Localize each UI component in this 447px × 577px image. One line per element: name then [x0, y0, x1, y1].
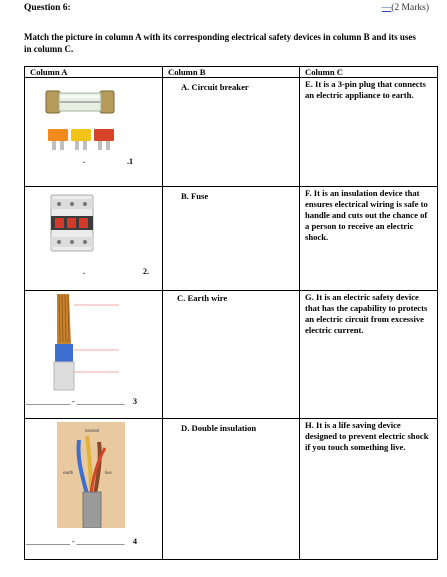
device-option-a: A. Circuit breaker [181, 82, 249, 92]
wire-label-live: live [105, 470, 112, 475]
cell-column-b [163, 78, 300, 187]
question-instruction: Match the picture in column A with its corresponding electrical safety devices in column B and its uses in column C. [24, 32, 416, 54]
header-column-a: Column A [25, 67, 163, 78]
use-option-f: F. It is an insulation device that ensures electrical wiring is safe to handle and cuts out the chance of a person to receive an electric shock. [305, 188, 428, 242]
circuit-breaker-image [49, 193, 95, 253]
use-option-h: H. It is a life saving device designed to prevent electric shock if you touch something live. [305, 420, 429, 452]
row-dot: . [83, 156, 85, 165]
answer-blank[interactable]: ___________ - ____________ [26, 397, 125, 406]
cell-column-a [25, 187, 163, 291]
cell-column-a [25, 78, 163, 187]
marks-label [382, 3, 429, 13]
cell-column-c [300, 78, 438, 187]
device-option-b: B. Fuse [181, 191, 209, 201]
table-row [25, 419, 438, 560]
row-dot: . [83, 267, 85, 276]
wire-label-neutral: neutral [85, 428, 99, 433]
table-row [25, 291, 438, 419]
earth-wire-image [27, 292, 127, 392]
header-column-c: Column C [300, 67, 438, 78]
use-option-e: E. It is a 3-pin plug that connects an electric appliance to earth. [305, 79, 426, 100]
table-row [25, 78, 438, 187]
cell-column-c [300, 187, 438, 291]
cell-column-a [25, 291, 163, 419]
marks-value: (2 Marks) [391, 3, 429, 13]
marks-prefix: — [381, 3, 392, 13]
wire-label-earth: earth [63, 470, 74, 475]
cell-column-a [25, 419, 163, 560]
plug-wires-image [57, 422, 125, 528]
question-title: Question 6: [24, 3, 71, 13]
cell-column-c [300, 419, 438, 560]
device-option-c: C. Earth wire [177, 293, 228, 303]
cell-column-b [163, 187, 300, 291]
matching-table [24, 66, 438, 560]
table-row [25, 187, 438, 291]
cell-column-b [163, 419, 300, 560]
answer-blank[interactable]: ___________ - ____________ [26, 537, 125, 546]
cell-column-b [163, 291, 300, 419]
row-number: 2. [143, 267, 149, 276]
cell-column-c [300, 291, 438, 419]
row-number: 3 [133, 397, 137, 406]
row-number: 4 [133, 537, 137, 546]
device-option-d: D. Double insulation [181, 423, 257, 433]
fuse-image [45, 86, 115, 158]
header-column-b: Column B [163, 67, 300, 78]
row-number: .1 [127, 157, 133, 166]
use-option-g: G. It is an electric safety device that has the capability to protects an electric circuit from excessive electric current. [305, 292, 428, 335]
